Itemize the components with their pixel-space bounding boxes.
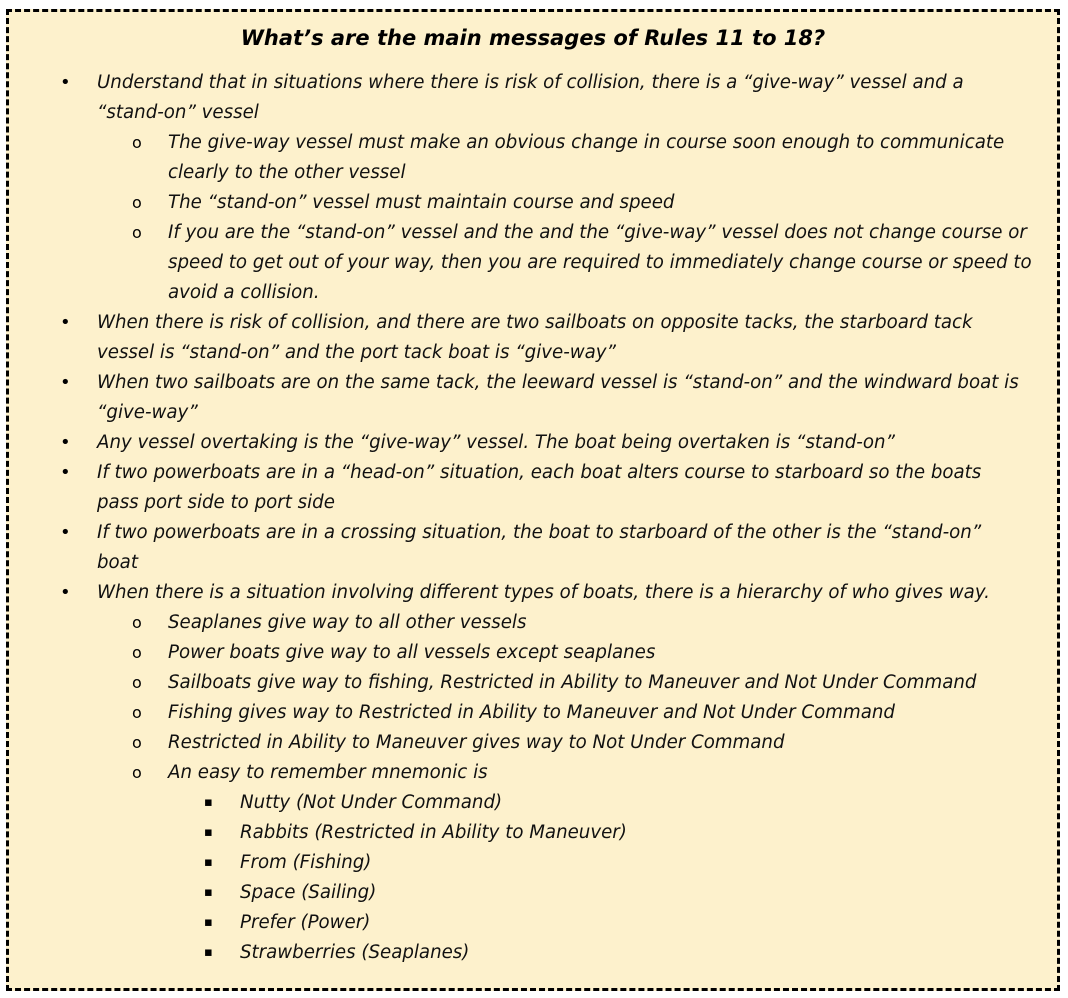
sub-list-item	[9, 188, 1057, 218]
bullet-circle-marker: o	[132, 763, 142, 782]
mnemonic-item	[9, 878, 1057, 908]
sub-list-item	[9, 608, 1057, 638]
bullet-disc-marker: •	[60, 72, 71, 93]
bullet-disc-marker: •	[60, 312, 71, 333]
bullet-circle-marker: o	[132, 133, 142, 152]
bullet-circle-marker: o	[132, 673, 142, 692]
sub-list-item-text: Seaplanes give way to all other vessels	[168, 612, 527, 633]
list-item-continuation	[9, 548, 1057, 578]
list-item-text: When there is risk of collision, and there are two sailboats on opposite tacks, the starboard tack	[97, 312, 973, 333]
list-item	[9, 368, 1057, 398]
list-item	[9, 308, 1057, 338]
list-item-continuation	[9, 398, 1057, 428]
sub-list-item-text: Sailboats give way to fishing, Restricted in Ability to Maneuver and Not Under Command	[168, 672, 977, 693]
mnemonic-item	[9, 788, 1057, 818]
mnemonic-item-text: Space (Sailing)	[240, 882, 377, 903]
list-item-text: If two powerboats are in a “head-on” situation, each boat alters course to starboard so the boats	[97, 462, 982, 483]
list-item	[9, 428, 1057, 458]
sub-list-item-continuation-text: avoid a collision.	[168, 282, 320, 303]
list-item-continuation-text: boat	[97, 552, 138, 573]
sub-list-item	[9, 128, 1057, 158]
mnemonic-item-text: Strawberries (Seaplanes)	[240, 942, 470, 963]
sub-list-item-text: If you are the “stand-on” vessel and the and the “give-way” vessel does not change course or	[168, 222, 1027, 243]
bullet-disc-marker: •	[60, 582, 71, 603]
list-item-continuation-text: “stand-on” vessel	[97, 102, 259, 123]
bullet-disc-marker: •	[60, 522, 71, 543]
bullet-circle-marker: o	[132, 733, 142, 752]
bullet-square-marker: ▪	[204, 915, 213, 930]
sub-list-item-text: The give-way vessel must make an obvious change in course soon enough to communicate	[168, 132, 1005, 153]
mnemonic-item	[9, 848, 1057, 878]
mnemonic-item-text: Prefer (Power)	[240, 912, 371, 933]
list-item	[9, 458, 1057, 488]
sub-list-item-continuation-text: clearly to the other vessel	[168, 162, 406, 183]
rules-summary-box	[6, 9, 1060, 991]
sub-list-item	[9, 668, 1057, 698]
sub-list-item	[9, 698, 1057, 728]
bullet-square-marker: ▪	[204, 825, 213, 840]
list-item-continuation-text: “give-way”	[97, 402, 198, 423]
sub-list-item	[9, 758, 1057, 788]
list-item-text: Any vessel overtaking is the “give-way” vessel. The boat being overtaken is “stand-on”	[97, 432, 895, 453]
sub-list-item-text: Fishing gives way to Restricted in Ability to Maneuver and Not Under Command	[168, 702, 895, 723]
list-item	[9, 578, 1057, 608]
mnemonic-item	[9, 818, 1057, 848]
list-item-continuation	[9, 488, 1057, 518]
bullet-square-marker: ▪	[204, 945, 213, 960]
list-item	[9, 68, 1057, 98]
list-item-continuation	[9, 98, 1057, 128]
sub-list-item-continuation	[9, 158, 1057, 188]
sub-list-item-continuation	[9, 248, 1057, 278]
bullet-square-marker: ▪	[204, 885, 213, 900]
bullet-circle-marker: o	[132, 193, 142, 212]
list-item-continuation-text: pass port side to port side	[97, 492, 335, 513]
list-item-continuation-text: vessel is “stand-on” and the port tack boat is “give-way”	[97, 342, 616, 363]
sub-list-item-continuation	[9, 278, 1057, 308]
list-item-text: When two sailboats are on the same tack, the leeward vessel is “stand-on” and the windward boat is	[97, 372, 1019, 393]
bullet-square-marker: ▪	[204, 795, 213, 810]
mnemonic-item-text: Nutty (Not Under Command)	[240, 792, 503, 813]
bullet-circle-marker: o	[132, 643, 142, 662]
rules-list	[9, 68, 1057, 968]
bullet-circle-marker: o	[132, 223, 142, 242]
list-item	[9, 518, 1057, 548]
bullet-disc-marker: •	[60, 372, 71, 393]
bullet-disc-marker: •	[60, 432, 71, 453]
bullet-circle-marker: o	[132, 613, 142, 632]
sub-list-item	[9, 638, 1057, 668]
sub-list-item-text: An easy to remember mnemonic is	[168, 762, 488, 783]
list-item-continuation	[9, 338, 1057, 368]
sub-list-item	[9, 218, 1057, 248]
mnemonic-item	[9, 908, 1057, 938]
sub-list-item-text: Restricted in Ability to Maneuver gives way to Not Under Command	[168, 732, 785, 753]
sub-list-item-continuation-text: speed to get out of your way, then you are required to immediately change course or speed to	[168, 252, 1032, 273]
page-title: What’s are the main messages of Rules 11 to 18?	[240, 26, 826, 50]
sub-list-item-text: Power boats give way to all vessels except seaplanes	[168, 642, 656, 663]
list-item-text: When there is a situation involving different types of boats, there is a hierarchy of who gives way.	[97, 582, 990, 603]
sub-list-item-text: The “stand-on” vessel must maintain course and speed	[168, 192, 675, 213]
bullet-square-marker: ▪	[204, 855, 213, 870]
bullet-disc-marker: •	[60, 462, 71, 483]
mnemonic-item-text: From (Fishing)	[240, 852, 372, 873]
list-item-text: Understand that in situations where there is risk of collision, there is a “give-way” vessel and a	[97, 72, 964, 93]
mnemonic-item	[9, 938, 1057, 968]
mnemonic-item-text: Rabbits (Restricted in Ability to Maneuver)	[240, 822, 627, 843]
bullet-circle-marker: o	[132, 703, 142, 722]
list-item-text: If two powerboats are in a crossing situation, the boat to starboard of the other is the “stand-on”	[97, 522, 982, 543]
sub-list-item	[9, 728, 1057, 758]
